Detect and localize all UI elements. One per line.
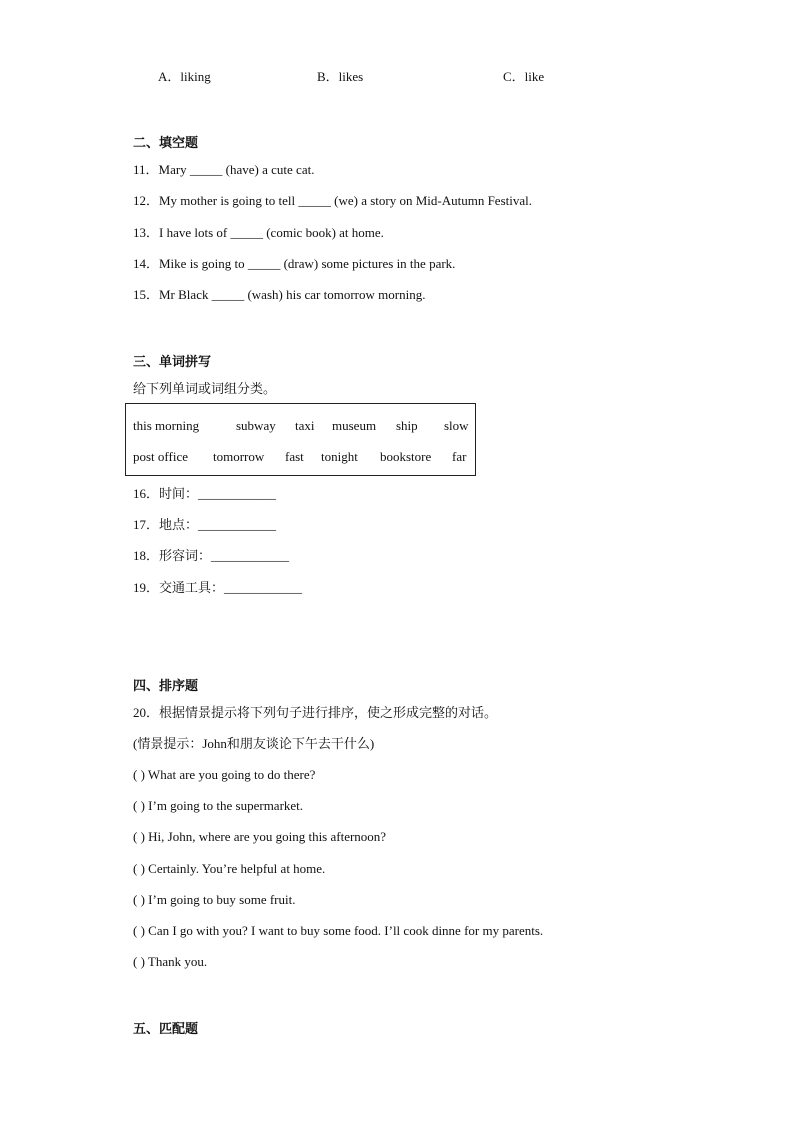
question-13: 13．I have lots of _____ (comic book) at home.	[133, 225, 384, 240]
word-bank-box	[125, 403, 476, 476]
word-bank-item: this morning	[133, 418, 200, 433]
word-bank-item: taxi	[295, 418, 315, 433]
word-bank-item: bookstore	[380, 449, 432, 464]
question-15: 15．Mr Black _____ (wash) his car tomorrow morning.	[133, 287, 426, 302]
section-2-title: 二、填空题	[133, 135, 199, 150]
ordering-item: ( ) Hi, John, where are you going this afternoon?	[133, 829, 387, 844]
ordering-item: ( ) I’m going to buy some fruit.	[133, 892, 296, 907]
ordering-item: ( ) I’m going to the supermarket.	[133, 798, 304, 813]
section-3-instruction: 给下列单词或词组分类。	[133, 381, 277, 396]
ordering-item: ( ) Thank you.	[133, 954, 208, 969]
question-11: 11．Mary _____ (have) a cute cat.	[133, 162, 315, 177]
section-4-title: 四、排序题	[133, 678, 199, 693]
word-bank-item: subway	[236, 418, 276, 433]
question-20: 20．根据情景提示将下列句子进行排序，使之形成完整的对话。	[133, 705, 498, 720]
question-16: 16．时间：____________	[133, 486, 277, 501]
question-19: 19．交通工具：____________	[133, 580, 303, 595]
word-bank-item: tomorrow	[213, 449, 265, 464]
word-bank-item: museum	[332, 418, 377, 433]
question-14: 14．Mike is going to _____ (draw) some pictures in the park.	[133, 256, 456, 271]
question-12: 12．My mother is going to tell _____ (we) a story on Mid-Autumn Festival.	[133, 193, 532, 208]
ordering-item: ( ) Certainly. You’re helpful at home.	[133, 861, 326, 876]
word-bank-item: far	[452, 449, 467, 464]
word-bank-item: tonight	[321, 449, 358, 464]
ordering-item: ( ) What are you going to do there?	[133, 767, 316, 782]
word-bank-item: fast	[285, 449, 304, 464]
option-a: A．liking	[158, 69, 211, 84]
option-b: B．likes	[317, 69, 364, 84]
section-5-title: 五、匹配题	[133, 1021, 199, 1036]
word-bank-item: ship	[396, 418, 418, 433]
ordering-item: ( ) Can I go with you? I want to buy some food. I’ll cook dinne for my parents.	[133, 923, 544, 938]
question-18: 18．形容词：____________	[133, 548, 290, 563]
question-17: 17．地点：____________	[133, 517, 277, 532]
word-bank-item: post office	[133, 449, 188, 464]
word-bank-item: slow	[444, 418, 469, 433]
option-c: C．like	[503, 69, 545, 84]
question-20-hint: (情景提示：John和朋友谈论下午去干什么)	[133, 736, 375, 751]
section-3-title: 三、单词拼写	[133, 354, 212, 369]
